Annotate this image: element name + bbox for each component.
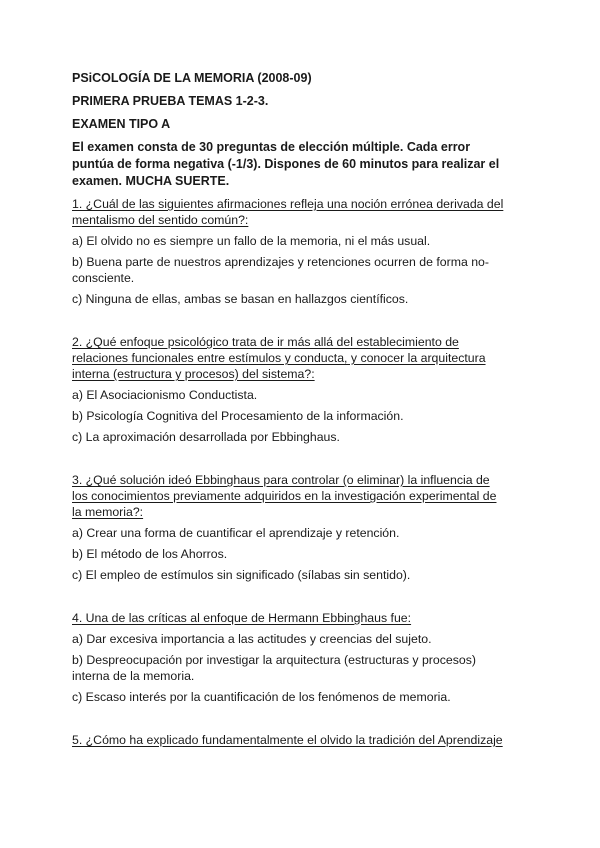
question-3 — [72, 472, 504, 583]
option-b: b) El método de los Ahorros. — [72, 547, 228, 561]
option-c: c) Escaso interés por la cuantificación de los fenómenos de memoria. — [72, 690, 451, 704]
option-b: b) Despreocupación por investigar la arquitectura (estructuras y procesos) interna de la memoria. — [72, 653, 476, 683]
question-1 — [72, 196, 504, 307]
option-a: a) El Asociacionismo Conductista. — [72, 388, 258, 402]
option-b: b) Psicología Cognitiva del Procesamiento de la información. — [72, 409, 404, 423]
question-5 — [72, 732, 504, 748]
option-c: c) Ninguna de ellas, ambas se basan en hallazgos científicos. — [72, 292, 409, 306]
question-2 — [72, 334, 504, 445]
document-subtitle: PRIMERA PRUEBA TEMAS 1-2-3. — [72, 94, 269, 108]
question-text: 2. ¿Qué enfoque psicológico trata de ir más allá del establecimiento de relaciones funcionales entre estímulos y conducta, y conocer la arquitectura interna (estructura y procesos) del sistema?: — [72, 335, 486, 381]
document-title: PSiCOLOGÍA DE LA MEMORIA (2008-09) — [72, 71, 312, 85]
option-a: a) Dar excesiva importancia a las actitudes y creencias del sujeto. — [72, 632, 432, 646]
option-a: a) El olvido no es siempre un fallo de la memoria, ni el más usual. — [72, 234, 431, 248]
option-c: c) El empleo de estímulos sin significado (sílabas sin sentido). — [72, 568, 411, 582]
document-content — [72, 70, 504, 775]
exam-instructions: El examen consta de 30 preguntas de elección múltiple. Cada error puntúa de forma negativa (-1/3). Dispones de 60 minutos para realizar el examen. MUCHA SUERTE. — [72, 140, 500, 188]
question-4 — [72, 610, 504, 705]
option-b: b) Buena parte de nuestros aprendizajes y retenciones ocurren de forma no-consciente. — [72, 255, 489, 285]
question-text: 3. ¿Qué solución ideó Ebbinghaus para controlar (o eliminar) la influencia de los conocimientos previamente adquiridos en la investigación experimental de la memoria?: — [72, 473, 497, 519]
option-c: c) La aproximación desarrollada por Ebbinghaus. — [72, 430, 340, 444]
question-text: 1. ¿Cuál de las siguientes afirmaciones refleja una noción errónea derivada del mentalismo del sentido común?: — [72, 197, 504, 227]
question-text: 4. Una de las críticas al enfoque de Hermann Ebbinghaus fue: — [72, 611, 412, 625]
question-text: 5. ¿Cómo ha explicado fundamentalmente el olvido la tradición del Aprendizaje — [72, 733, 503, 747]
exam-type: EXAMEN TIPO A — [72, 117, 171, 131]
option-a: a) Crear una forma de cuantificar el aprendizaje y retención. — [72, 526, 400, 540]
